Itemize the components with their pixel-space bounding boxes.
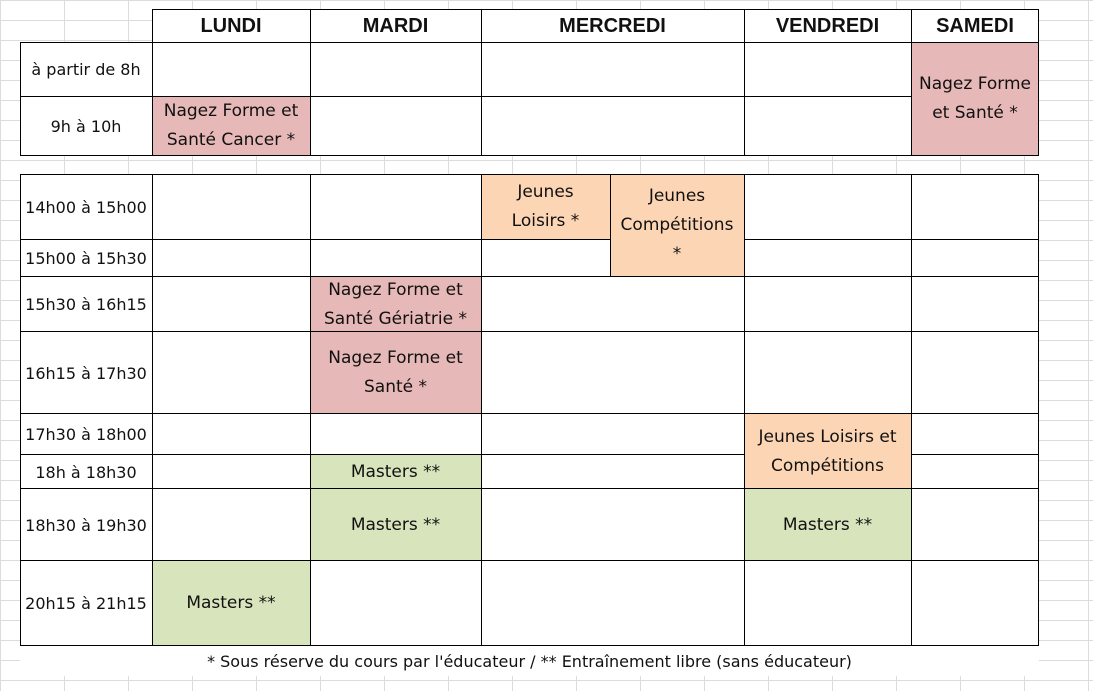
session-nagez-forme-sante-samedi: Nagez Forme et Santé *: [911, 42, 1039, 155]
table-border: [20, 560, 1039, 561]
session-jeunes-loisirs-competitions-vendredi: Jeunes Loisirs et Compétitions: [744, 414, 911, 489]
table-border: [20, 42, 1039, 43]
table-border: [744, 9, 745, 156]
empty-cell: [744, 97, 911, 155]
table-border: [20, 155, 1039, 156]
time-label: 16h15 à 17h30: [20, 332, 152, 414]
header-mardi: MARDI: [310, 10, 481, 42]
table-border: [20, 42, 21, 156]
table-border: [744, 239, 1039, 240]
table-border: [911, 9, 912, 156]
empty-cell: [481, 42, 744, 97]
session-masters-lundi: Masters **: [152, 561, 310, 646]
session-masters-mardi-1: Masters **: [310, 455, 481, 489]
table-border: [20, 488, 1039, 489]
table-border: [20, 413, 1039, 414]
session-jeunes-loisirs-mercredi: Jeunes Loisirs *: [481, 174, 610, 240]
table-border: [481, 9, 482, 156]
table-border: [20, 174, 21, 646]
empty-cell: [481, 97, 744, 155]
empty-cell: [310, 174, 481, 277]
table-border: [152, 9, 153, 43]
empty-cell: [911, 174, 1039, 646]
table-border: [152, 174, 153, 646]
empty-cell: [152, 174, 310, 561]
table-border: [744, 174, 745, 646]
table-border: [911, 174, 912, 646]
empty-cell: [310, 42, 481, 97]
empty-cell: [744, 174, 911, 414]
time-label: 15h30 à 16h15: [20, 277, 152, 332]
table-border: [20, 96, 911, 97]
session-masters-vendredi: Masters **: [744, 489, 911, 561]
time-label: à partir de 8h: [20, 42, 152, 97]
time-label: 17h30 à 18h00: [20, 414, 152, 455]
time-label: 20h15 à 21h15: [20, 561, 152, 646]
session-nagez-forme-sante-cancer: Nagez Forme et Santé Cancer *: [152, 97, 310, 155]
table-border: [20, 645, 1039, 646]
table-border: [481, 174, 482, 646]
time-label: 9h à 10h: [20, 97, 152, 155]
table-border: [1038, 174, 1039, 646]
empty-cell: [744, 561, 911, 646]
table-border: [20, 239, 611, 240]
header-lundi: LUNDI: [152, 10, 310, 42]
table-border: [310, 9, 311, 156]
table-border: [20, 276, 1039, 277]
table-border: [610, 174, 611, 277]
table-border: [911, 454, 1039, 455]
session-jeunes-competitions-mercredi: Jeunes Compétitions *: [610, 174, 744, 277]
header-mercredi: MERCREDI: [481, 10, 744, 42]
table-border: [20, 174, 1039, 175]
empty-cell: [310, 414, 481, 455]
empty-cell: [744, 42, 911, 97]
empty-cell: [152, 42, 310, 97]
header-samedi: SAMEDI: [911, 10, 1039, 42]
table-border: [20, 454, 744, 455]
header-vendredi: VENDREDI: [744, 10, 911, 42]
table-border: [20, 331, 1039, 332]
empty-cell: [310, 561, 481, 646]
empty-cell: [481, 240, 610, 277]
empty-cell: [481, 277, 744, 646]
session-nagez-forme-sante-geriatrie: Nagez Forme et Santé Gériatrie *: [310, 277, 481, 332]
footnote: * Sous réserve du cours par l'éducateur / ** Entraînement libre (sans éducateur): [20, 646, 1039, 676]
empty-cell: [310, 97, 481, 155]
time-label: 18h30 à 19h30: [20, 489, 152, 561]
table-border: [152, 42, 153, 156]
time-label: 18h à 18h30: [20, 455, 152, 489]
table-border: [152, 9, 1039, 10]
session-masters-mardi-2: Masters **: [310, 489, 481, 561]
table-border: [310, 174, 311, 646]
table-border: [1038, 9, 1039, 156]
time-label: 14h00 à 15h00: [20, 174, 152, 240]
time-label: 15h00 à 15h30: [20, 240, 152, 277]
session-nagez-forme-sante-mardi: Nagez Forme et Santé *: [310, 332, 481, 414]
